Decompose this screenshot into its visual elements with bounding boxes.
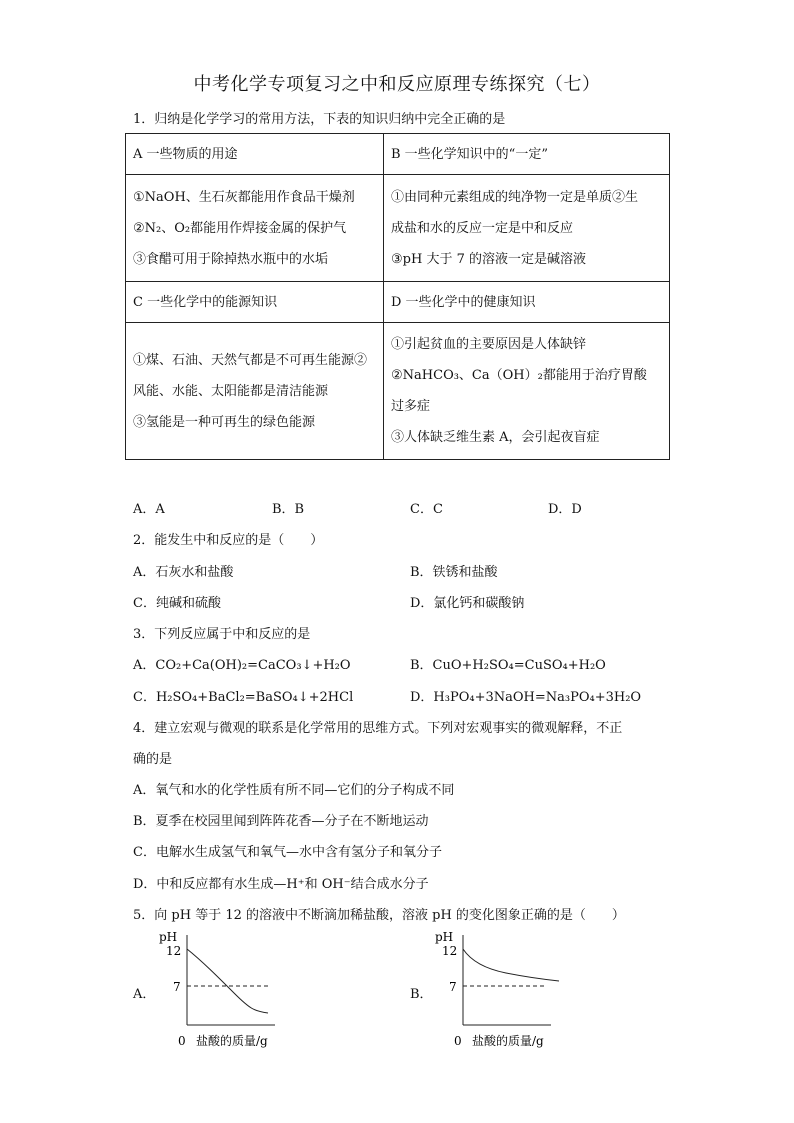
cell-a-content [126,175,384,282]
origin-label: 0 [454,1034,462,1048]
q3-option-d[interactable]: D．H₃PO₄+3NaOH=Na₃PO₄+3H₂O [410,690,642,705]
q4-option-d[interactable]: D．中和反应都有水生成—H⁺和 OH⁻结合成水分子 [133,877,429,892]
q2-option-a[interactable]: A．石灰水和盐酸 [133,565,234,580]
q2-option-d[interactable]: D．氯化钙和碳酸钠 [410,596,525,611]
cell-d-line: ①引起贫血的主要原因是人体缺锌 [391,337,587,352]
q1-option-a[interactable]: A．A [133,502,165,517]
cell-c-line: 风能、水能、太阳能都是清洁能源 [133,383,329,399]
q1-option-d[interactable]: D．D [548,502,582,517]
question-2-stem: 2．能发生中和反应的是（ ） [133,533,324,548]
cell-a-heading: A 一些物质的用途 [126,134,384,175]
cell-a-line: ①NaOH、生石灰都能用作食品干燥剂 [133,189,355,205]
q3-option-b[interactable]: B．CuO+H₂SO₄=CuSO₄+H₂O [410,658,606,673]
question-3-stem: 3．下列反应属于中和反应的是 [133,627,311,642]
q1-option-c[interactable]: C．C [410,502,443,517]
cell-d-heading: D 一些化学中的健康知识 [384,282,670,323]
question-1-stem: 1．归纳是化学学习的常用方法，下表的知识归纳中完全正确的是 [133,112,506,127]
cell-a-line: ②N₂、O₂都能用作焊接金属的保护气 [133,220,347,236]
q5-option-b[interactable]: B． [410,987,433,1002]
y-tick-12: 12 [166,944,182,958]
cell-c-content [126,323,384,460]
cell-c-heading: C 一些化学中的能源知识 [126,282,384,323]
cell-b-line: ①由同种元素组成的纯净物一定是单质②生 [391,189,639,205]
cell-b-content [384,175,670,282]
q1-option-b[interactable]: B．B [272,502,305,517]
question-5-stem: 5．向 pH 等于 12 的溶液中不断滴加稀盐酸，溶液 pH 的变化图象正确的是（ ） [133,908,625,923]
q4-option-b[interactable]: B．夏季在校园里闻到阵阵花香—分子在不断地运动 [133,814,429,829]
q3-option-a[interactable]: A．CO₂+Ca(OH)₂=CaCO₃↓+H₂O [133,658,351,673]
cell-c-line: ③氢能是一种可再生的绿色能源 [133,414,316,430]
ph-curve [187,949,268,1013]
y-tick-7: 7 [173,980,181,994]
x-axis-label: 盐酸的质量/g [196,1034,268,1048]
cell-d-content [384,323,670,460]
question-4-stem-line2: 确的是 [133,752,173,767]
cell-b-heading: B 一些化学知识中的“一定” [384,134,670,175]
cell-d-line: ②NaHCO₃、Ca（OH）₂都能用于治疗胃酸 [391,368,647,383]
y-tick-12: 12 [442,944,458,958]
ph-graph-a [150,925,295,1055]
cell-d-line: 过多症 [391,399,431,414]
y-axis-label: pH [159,930,178,944]
question-4-stem-line1: 4．建立宏观与微观的联系是化学常用的思维方式。下列对宏观事实的微观解释，不正 [133,721,623,736]
q5-option-a[interactable]: A． [133,987,156,1002]
y-tick-7: 7 [449,980,457,994]
knowledge-table [125,133,670,460]
x-axis-label: 盐酸的质量/g [472,1034,544,1048]
y-axis-label: pH [435,930,454,944]
cell-c-line: ①煤、石油、天然气都是不可再生能源② [133,352,368,368]
page-title: 中考化学专项复习之中和反应原理专练探究（七） [193,74,601,95]
origin-label: 0 [178,1034,186,1048]
cell-b-line: ③pH 大于 7 的溶液一定是碱溶液 [391,251,586,267]
q2-option-b[interactable]: B．铁锈和盐酸 [410,565,498,580]
q4-option-c[interactable]: C．电解水生成氢气和氧气—水中含有氢分子和氧分子 [133,845,442,860]
ph-graph-b [426,925,571,1055]
cell-d-line: ③人体缺乏维生素 A，会引起夜盲症 [391,430,600,445]
cell-b-line: 成盐和水的反应一定是中和反应 [391,220,574,236]
q4-option-a[interactable]: A．氧气和水的化学性质有所不同—它们的分子构成不同 [133,783,455,798]
q3-option-c[interactable]: C．H₂SO₄+BaCl₂=BaSO₄↓+2HCl [133,690,354,705]
q2-option-c[interactable]: C．纯碱和硫酸 [133,596,221,611]
cell-a-line: ③食醋可用于除掉热水瓶中的水垢 [133,251,329,267]
ph-curve [463,949,559,981]
